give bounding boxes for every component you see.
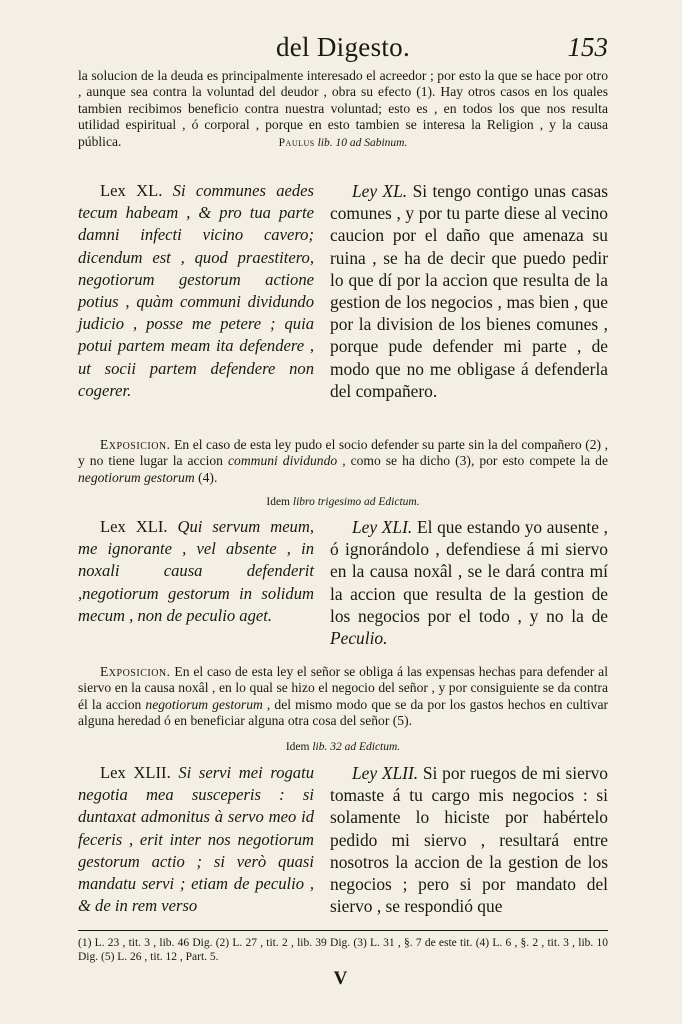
attribution-author: Paulus xyxy=(278,137,315,149)
footnote-rule xyxy=(78,930,608,931)
spanish-column xyxy=(330,180,608,402)
spanish-heading: Ley XLI. xyxy=(352,517,413,537)
attribution-lex-xli xyxy=(78,496,608,508)
latin-text: Si communes aedes tecum habeam , & pro tua parte damni infecti vicino cavero; dicendum est , quod praestitero, negotiorum gestorum actione potius , quàm communi dividundo judicio , posse me petere ; quia potui partem meam ita defendere , ut socii partem defendere non cogerer. xyxy=(78,181,314,400)
spanish-text: El que estando yo ausente , ó ignorándolo , defendiese á mi siervo en la causa noxâl , se le dará contra mí la accion que resulta de la gestion de los negocios por el todo , y no la de xyxy=(330,517,608,626)
latin-heading: Lex XL. xyxy=(100,181,163,200)
exposicion-lex-xli xyxy=(78,664,608,730)
exposicion-label: Exposicion. xyxy=(100,664,171,679)
exposicion-lex-xl xyxy=(78,437,608,486)
latin-column xyxy=(78,516,314,627)
spanish-column xyxy=(330,762,608,917)
footnotes: (1) L. 23 , tit. 3 , lib. 46 Dig. (2) L. 27 , tit. 2 , lib. 39 Dig. (3) L. 31 , §. 7 de este tit. (4) L. 6 , §. 2 , tit. 3 , lib. 10 Dig. (5) L. 26 , tit. 12 , Part. 5. xyxy=(78,937,608,963)
exposicion-text: En el caso de esta ley el señor se obliga á las expensas hechas para defender al siervo en la causa noxâl , en lo qual se hizo el negocio del señor , y por consiguiente se da contra él la accion xyxy=(78,664,608,712)
signature-mark: V xyxy=(333,968,349,989)
attribution-ref: lib. 32 ad Edictum. xyxy=(312,741,401,753)
attribution-lex-xl xyxy=(78,137,608,149)
spanish-column xyxy=(330,516,608,649)
latin-heading: Lex XLII. xyxy=(100,763,171,782)
latin-text: Qui servum meum, me ignorante , vel absente , in noxali causa defenderit ,negotiorum gestorum in solidum mecum , non de peculio aget. xyxy=(78,517,314,625)
exposicion-text: (4). xyxy=(198,469,218,485)
attribution-author: Idem xyxy=(285,741,310,753)
latin-heading: Lex XLI. xyxy=(100,517,168,536)
intro-paragraph: la solucion de la deuda es principalmente interesado el acreedor ; por esto la que se hace por otro , aunque sea contra la voluntad del deudor , obra su efecto (1). Hay otros casos en los quales tambien recibimos beneficio contra nuestra voluntad; esto es , en todos los que nos resulta utilidad espiritual , ó corporal , porque en esto tambien se interesa la Religion , y la causa pública. xyxy=(78,68,608,149)
attribution-lex-xlii xyxy=(78,741,608,753)
exposicion-text: En el caso de esta ley pudo el socio defender su parte sin la del compañero (2) , y no tiene lugar la accion xyxy=(78,437,608,469)
running-title: del Digesto. xyxy=(275,32,411,62)
page-number: 153 xyxy=(567,32,608,62)
exposicion-italic: negotiorum gestorum xyxy=(78,469,195,485)
spanish-text: Si por ruegos de mi siervo tomaste á tu cargo mis negocios : si solamente lo hiciste por habértelo pedido mi siervo , resultará entre nosotros la accion de la gestion de los negocios ; pero si por mandato del siervo , se respondió que xyxy=(330,763,608,917)
page-header xyxy=(78,32,608,72)
attribution-ref: libro trigesimo ad Edictum. xyxy=(292,496,420,508)
attribution-ref: lib. 10 ad Sabinum. xyxy=(317,137,408,149)
spanish-italic: Peculio. xyxy=(330,628,388,649)
exposicion-italic: communi dividundo xyxy=(227,453,338,469)
latin-text: Si servi mei rogatu negotia mea susceperis : si duntaxat admonitus à servo meo id feceris , erit inter nos negotiorum gestorum actio ; si verò quasi mandatu servi ; etiam de peculio , & de in rem verso xyxy=(78,763,314,916)
exposicion-text: , como se ha dicho (3), por esto compete la de xyxy=(342,453,608,469)
latin-column xyxy=(78,762,314,917)
exposicion-text: , del mismo modo que se da por los gastos hechos en cultivar alguna heredad ó en beneficiar alguna otra cosa del señor (5). xyxy=(78,696,609,729)
exposicion-italic: negotiorum gestorum xyxy=(145,696,263,712)
spanish-text: Si tengo contigo unas casas comunes , y por tu parte diese al vecino caucion por el daño que amenaza su ruina , se ha de decir que puedo pedir lo que dí por la accion que resulta de la gestion de los negocios , mas bien , que por la division de los bienes comunes , porque pude defender mi parte , de modo que no me obligase á defenderla del compañero. xyxy=(330,181,609,401)
spanish-heading: Ley XL. xyxy=(352,181,408,201)
exposicion-label: Exposicion. xyxy=(100,437,171,452)
latin-column xyxy=(78,180,314,402)
attribution-author: Idem xyxy=(266,496,291,508)
spanish-heading: Ley XLII. xyxy=(352,763,419,783)
